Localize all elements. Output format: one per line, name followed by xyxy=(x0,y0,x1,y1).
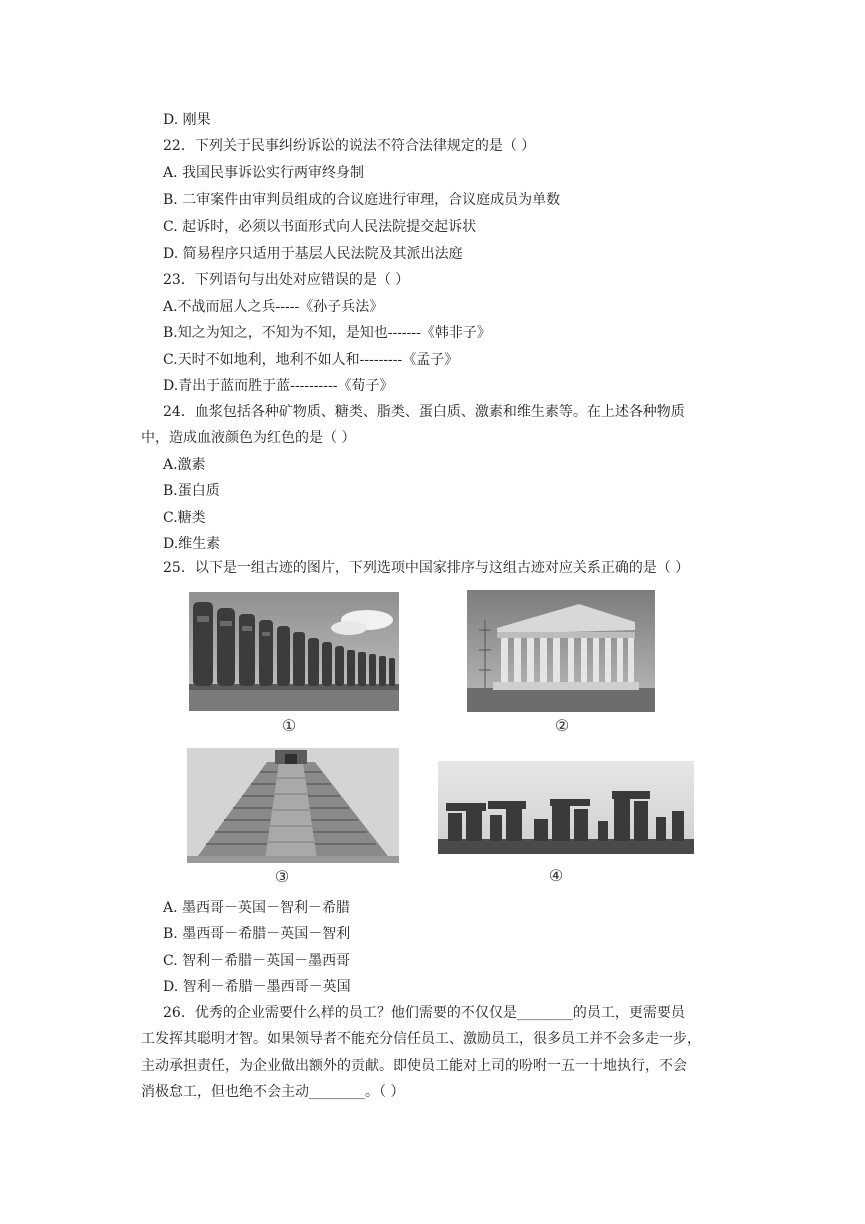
q23-option-c: C.天时不如地利，地利不如人和---------《孟子》 xyxy=(163,352,459,368)
q25-stem: 25．以下是一组古迹的图片，下列选项中国家排序与这组古迹对应关系正确的是（ ） xyxy=(163,560,690,576)
image-caption-2: ② xyxy=(554,716,570,735)
q24-option-b: B.蛋白质 xyxy=(163,483,220,499)
q25-option-d: D. 智利－希腊－墨西哥－英国 xyxy=(163,979,351,995)
q24-option-c: C.糖类 xyxy=(163,510,206,526)
q22-option-a: A. 我国民事诉讼实行两审终身制 xyxy=(163,165,365,181)
q23-option-a: A.不战而屈人之兵-----《孙子兵法》 xyxy=(163,299,384,315)
q24-stem-line1: 24．血浆包括各种矿物质、糖类、脂类、蛋白质、激素和维生素等。在上述各种物质 xyxy=(163,404,685,420)
q24-stem-line2: 中，造成血液颜色为红色的是（ ） xyxy=(141,430,356,446)
q23-option-b: B.知之为知之，不知为不知，是知也-------《韩非子》 xyxy=(163,325,491,341)
q24-option-d: D.维生素 xyxy=(163,536,221,552)
moai-statues-image xyxy=(189,592,399,711)
chichen-itza-pyramid-image xyxy=(187,748,399,863)
q26-line1: 26．优秀的企业需要什么样的员工？他们需要的不仅仅是________的员工，更需要员 xyxy=(163,1005,685,1021)
q22-option-b: B. 二审案件由审判员组成的合议庭进行审理，合议庭成员为单数 xyxy=(163,192,561,208)
image-caption-4: ④ xyxy=(548,866,564,885)
q22-option-d: D. 简易程序只适用于基层人民法院及其派出法庭 xyxy=(163,246,463,262)
q24-option-a: A.激素 xyxy=(163,457,206,473)
q25-option-b: B. 墨西哥－希腊－英国－智利 xyxy=(163,926,351,942)
q26-line3: 主动承担责任，为企业做出额外的贡献。即使员工能对上司的吩咐一五一十地执行，不会 xyxy=(141,1058,687,1074)
q26-line4: 消极怠工，但也绝不会主动________。（ ） xyxy=(141,1084,405,1100)
image-caption-1: ① xyxy=(281,716,297,735)
q26-line2: 工发挥其聪明才智。如果领导者不能充分信任员工、激励员工，很多员工并不会多走一步， xyxy=(141,1031,701,1047)
image-caption-3: ③ xyxy=(274,867,290,886)
q22-option-c: C. 起诉时，必须以书面形式向人民法院提交起诉状 xyxy=(163,219,477,235)
stonehenge-image xyxy=(438,761,694,854)
q21-option-d: D. 刚果 xyxy=(163,112,211,128)
q23-option-d: D.青出于蓝而胜于蓝----------《荀子》 xyxy=(163,378,394,394)
q25-option-c: C. 智利－希腊－英国－墨西哥 xyxy=(163,953,351,969)
q23-stem: 23．下列语句与出处对应错误的是（ ） xyxy=(163,272,410,288)
q25-option-a: A. 墨西哥－英国－智利－希腊 xyxy=(163,900,351,916)
q22-stem: 22．下列关于民事纠纷诉讼的说法不符合法律规定的是（ ） xyxy=(163,138,536,154)
parthenon-image xyxy=(467,590,655,712)
